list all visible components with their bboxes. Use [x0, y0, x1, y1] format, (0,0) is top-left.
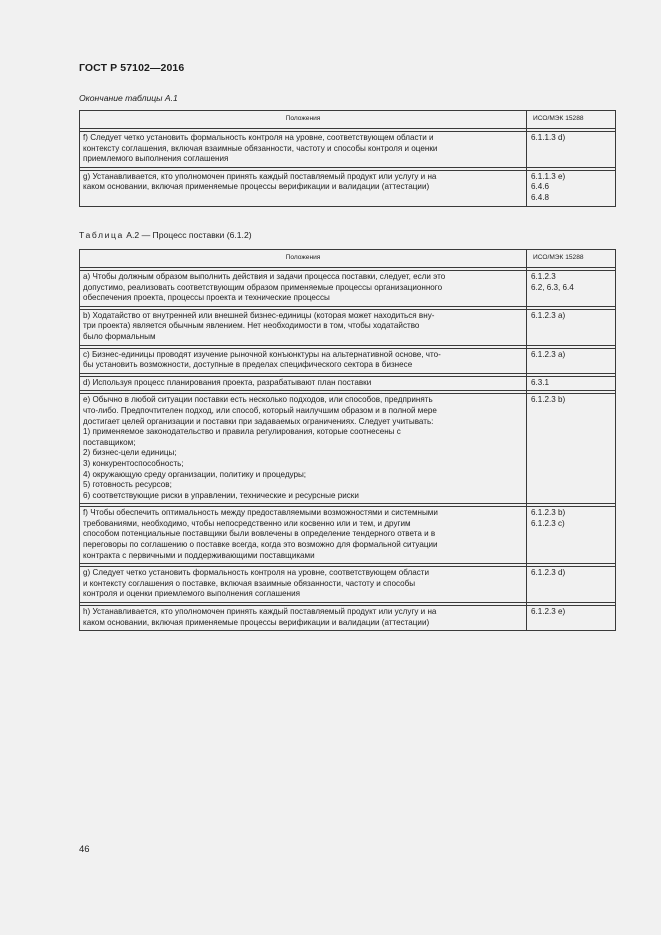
table-row	[80, 309, 616, 345]
provision-text-line: f) Следует четко установить формальность контроля на уровне, соответствующем области и	[83, 133, 434, 142]
provision-text-line: контексту соглашения, включая взаимные обязанности, частоту и способы контроля и оценки	[83, 143, 438, 153]
table-row	[80, 132, 616, 168]
provision-text-line: f) Чтобы обеспечить оптимальность между предоставляемыми возможностями и системными	[83, 508, 438, 518]
iso-reference: 6.1.2.3 c)	[531, 518, 565, 528]
provision-text-line: 4) окружающую среду организации, политику и процедуры;	[83, 469, 307, 479]
table-row	[80, 567, 616, 603]
iso-reference: 6.1.2.3 a)	[531, 310, 566, 320]
column-header-iso-iec: ИСО/МЭК 15288	[527, 111, 616, 129]
provision-text-line: b) Ходатайство от внутренней или внешней бизнес-единицы (которая может находиться вну-	[83, 310, 435, 320]
iso-reference-cell	[527, 271, 616, 307]
iso-reference-cell	[527, 309, 616, 345]
provision-cell	[80, 170, 527, 206]
iso-reference: 6.1.2.3 b)	[531, 395, 566, 405]
provision-text-line: было формальным	[83, 331, 156, 341]
provision-cell	[80, 271, 527, 307]
iso-reference: 6.4.6	[531, 182, 550, 192]
table-a1-end	[79, 110, 616, 207]
provision-text-line: каком основании, включая применяемые процессы верификации и валидации (аттестации)	[83, 182, 430, 192]
table-row	[80, 394, 616, 504]
iso-reference-cell	[527, 606, 616, 631]
table-row	[80, 376, 616, 391]
iso-reference: 6.1.2.3 a)	[531, 349, 566, 359]
table-a2-caption-title: А.2 — Процесс поставки (6.1.2)	[123, 230, 252, 240]
provision-text-line: поставщиком;	[83, 437, 136, 447]
iso-reference: 6.1.1.3 e)	[531, 171, 566, 181]
table-row	[80, 606, 616, 631]
column-header-iso-iec: ИСО/МЭК 15288	[527, 250, 616, 268]
provision-text-line: обеспечения проекта, процессы проекта и технические процессы	[83, 293, 330, 303]
page-number: 46	[79, 844, 90, 855]
provision-text-line: способом потенциальные поставщики были вовлечены в определение тендерного ответа и в	[83, 529, 436, 539]
table-a2	[79, 249, 616, 631]
iso-reference-cell	[527, 507, 616, 564]
table-a2-caption	[79, 230, 252, 240]
column-header-provisions: Положения	[80, 111, 527, 129]
iso-reference-cell	[527, 170, 616, 206]
iso-reference-cell	[527, 132, 616, 168]
iso-reference-cell	[527, 348, 616, 373]
provision-cell	[80, 309, 527, 345]
provision-text-line: требованиями, необходимо, чтобы непосредственно или косвенно или и тем, и другим	[83, 518, 411, 528]
provision-text-line: g) Следует четко установить формальность контроля на уровне, соответствующем области	[83, 568, 429, 578]
provision-text-line: h) Устанавливается, кто уполномочен принять каждый поставляемый продукт или услугу и на	[83, 607, 437, 617]
table-row	[80, 170, 616, 206]
iso-reference: 6.1.1.3 d)	[531, 133, 566, 142]
provision-text-line: и контексту соглашения о поставке, включая взаимные обязанности, частоту и способы	[83, 578, 416, 588]
provision-text-line: что-либо. Предпочтителен подход, или способ, который наилучшим образом и в полной мере	[83, 405, 437, 415]
provision-cell	[80, 394, 527, 504]
provision-text-line: 3) конкурентоспособность;	[83, 458, 184, 468]
provision-text-line: 2) бизнес-цели единицы;	[83, 448, 177, 458]
provision-cell	[80, 132, 527, 168]
provision-text-line: бы установить возможности, доступные в пределах специфического сектора в бизнесе	[83, 360, 413, 370]
column-header-provisions: Положения	[80, 250, 527, 268]
iso-reference: 6.1.2.3 d)	[531, 568, 566, 578]
provision-text-line: приемлемого выполнения соглашения	[83, 154, 229, 164]
provision-text-line: контракта с первичными и поддерживающими поставщиками	[83, 550, 315, 560]
provision-cell	[80, 606, 527, 631]
provision-text-line: переговоры по соглашению о поставке всегда, когда это возможно для формальной ситуации	[83, 540, 438, 550]
provision-text-line: 1) применяемое законодательство и правила регулирования, которые соотнесены с	[83, 427, 401, 437]
table-row	[80, 348, 616, 373]
provision-text-line: три проекта) является обычным явлением. Нет необходимости в том, чтобы ходатайство	[83, 321, 420, 331]
provision-text-line: d) Используя процесс планирования проекта, разрабатывают план поставки	[83, 377, 372, 387]
provision-text-line: е) Обычно в любой ситуации поставки есть несколько подходов, или способов, предпринять	[83, 395, 433, 405]
provision-text-line: достигает целей организации и поставки при задаваемых ограничениях. Следует учитывать:	[83, 416, 434, 426]
provision-text-line: а) Чтобы должным образом выполнить действия и задачи процесса поставки, следует, если это	[83, 272, 446, 281]
iso-reference-cell	[527, 376, 616, 391]
provision-text-line: g) Устанавливается, кто уполномочен принять каждый поставляемый продукт или услугу и на	[83, 171, 437, 181]
provision-text-line: 5) готовность ресурсов;	[83, 480, 172, 490]
provision-cell	[80, 348, 527, 373]
iso-reference: 6.2, 6.3, 6.4	[531, 282, 574, 292]
table-row	[80, 271, 616, 307]
standard-title: ГОСТ Р 57102—2016	[79, 62, 185, 74]
iso-reference: 6.4.8	[531, 192, 550, 202]
provision-cell	[80, 567, 527, 603]
iso-reference-cell	[527, 394, 616, 504]
provision-text-line: допустимо, реализовать соответствующим образом применяемые процессы организационного	[83, 282, 443, 292]
provision-text-line: 6) соответствующие риски в управлении, технические и ресурсные риски	[83, 490, 359, 500]
iso-reference-cell	[527, 567, 616, 603]
provision-text-line: каком основании, включая применяемые процессы верификации и валидации (аттестации)	[83, 617, 430, 627]
table-continuation-caption: Окончание таблицы А.1	[79, 93, 178, 103]
provision-text-line: с) Бизнес-единицы проводят изучение рыночной конъюнктуры на альтернативной основе, что-	[83, 349, 441, 359]
table-a2-caption-prefix: Таблица	[79, 230, 124, 240]
iso-reference: 6.1.2.3	[531, 272, 556, 281]
provision-cell	[80, 507, 527, 564]
provision-cell	[80, 376, 527, 391]
iso-reference: 6.1.2.3 b)	[531, 508, 566, 518]
iso-reference: 6.3.1	[531, 377, 550, 387]
table-row	[80, 507, 616, 564]
iso-reference: 6.1.2.3 e)	[531, 607, 566, 617]
provision-text-line: контроля и оценки приемлемого выполнения соглашения	[83, 589, 301, 599]
